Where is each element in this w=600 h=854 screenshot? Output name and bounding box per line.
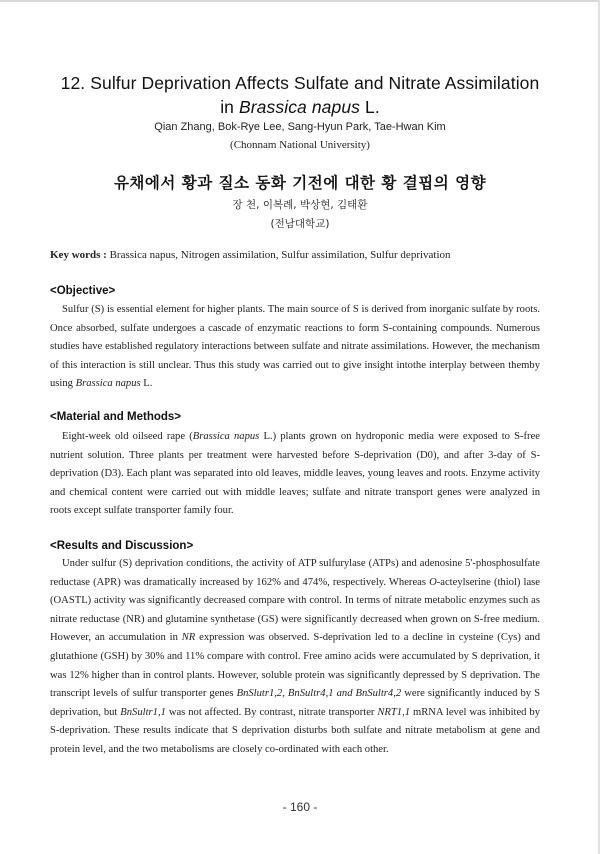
results-text-4: were significantly induced by S deprivation, but	[50, 688, 540, 718]
methods-heading: <Material and Methods>	[50, 411, 182, 423]
affiliation-english: (Chonnam National University)	[230, 139, 370, 151]
keywords-label: Key words :	[50, 249, 107, 261]
title-species: Brassica napus	[238, 97, 361, 117]
results-italic-nr: NR	[181, 632, 196, 644]
results-text-1: Under sulfur (S) deprivation conditions, the activity of ATP sulfurylase (ATPs) and adenosine 5'-phosphosulfate reductase (APR) was dramatically increased by 162% and 474%, respectively. Whereas	[50, 558, 540, 588]
keywords-line	[50, 249, 550, 261]
results-italic-nrt11: NRT1,1	[377, 706, 411, 718]
results-italic-sultr11: BnSultr1,1	[120, 706, 166, 718]
objective-paragraph	[50, 301, 540, 394]
methods-species: Brassica napus	[192, 431, 260, 442]
objective-suffix: L.	[140, 378, 153, 390]
results-italic-o: O	[429, 576, 437, 588]
methods-text-b: L.) plants grown on hydroponic media were exposed to S-free nutrient solution. Three plants per treatment were harvested before S-deprivation (D0), and after 3-day of S-deprivation (D3). Each plant was separated into old leaves, middle leaves, young leaves and roots. Enzyme activity and chemical content were carried out with middle leaves; sulfate and nitrate transport genes were analyzed in roots except sulfate transporter family four.	[50, 431, 540, 517]
methods-paragraph	[50, 428, 540, 521]
affiliation-korean: (전남대학교)	[270, 218, 330, 230]
scan-top-edge	[0, 0, 600, 2]
results-italic-sultr-genes: BnSlutr1,2, BnSultr4,1 and BnSultr4,2	[236, 688, 402, 700]
keywords-text: Brassica napus, Nitrogen assimilation, Sulfur assimilation, Sulfur deprivation	[106, 249, 451, 261]
results-heading: <Results and Discussion>	[50, 540, 194, 552]
results-text-5: was not affected. By contrast, nitrate transporter	[165, 706, 378, 718]
objective-text: Sulfur (S) is essential element for higher plants. The main source of S is derived from inorganic sulfate by roots. Once absorbed, sulfate undergoes a cascade of enzymatic reactions to form S-containing compounds. Numerous studies have established regulatory interactions between sulfate and nitrate assimilations. However, the mechanism of this interaction is still unclear. Thus this study was carried out to give insight intothe interplay between themby using	[50, 304, 540, 390]
title-prefix: in	[220, 97, 239, 117]
authors-korean: 장 천, 이복례, 박상현, 김태환	[232, 199, 368, 211]
paper-title-line-1: 12. Sulfur Deprivation Affects Sulfate and Nitrate Assimilation	[60, 73, 540, 93]
authors-english: Qian Zhang, Bok-Rye Lee, Sang-Hyun Park, Tae-Hwan Kim	[154, 121, 446, 133]
results-text-6: mRNA level was inhibited by S-deprivation. These results indicate that S deprivation disturbs both sulfate and nitrate metabolism at gene and protein level, and the two metabolisms are closely co-ordinated with each other.	[50, 706, 540, 755]
results-text-2: -acteylserine (thiol) lase (OASTL) activity was significantly decreased compare with control. In terms of nitrate metabolic enzymes such as nitrate reductase (NR) and glutamine synthetase (GS) were significantly decreased when grown on S-free medium. However, an accumulation in	[50, 576, 540, 644]
paper-title-line-2	[0, 97, 600, 118]
objective-heading: <Objective>	[50, 285, 116, 297]
title-suffix: L.	[360, 97, 380, 117]
results-text-3: expression was observed. S-deprivation led to a decline in cysteine (Cys) and glutathione (GSH) by 30% and 11% compare with control. Free amino acids were accumulated by S deprivation, it was 12% higher than in control plants. However, soluble protein was significantly depressed by S deprivation. The transcript levels of sulfur transporter genes	[50, 632, 540, 700]
methods-text-a: Eight-week old oilseed rape (	[62, 431, 193, 442]
paper-title-korean: 유채에서 황과 질소 동화 기전에 대한 황 결핍의 영향	[113, 174, 487, 192]
page-number: - 160 -	[282, 800, 318, 814]
results-paragraph	[50, 555, 540, 760]
objective-species: Brassica napus	[75, 378, 141, 390]
